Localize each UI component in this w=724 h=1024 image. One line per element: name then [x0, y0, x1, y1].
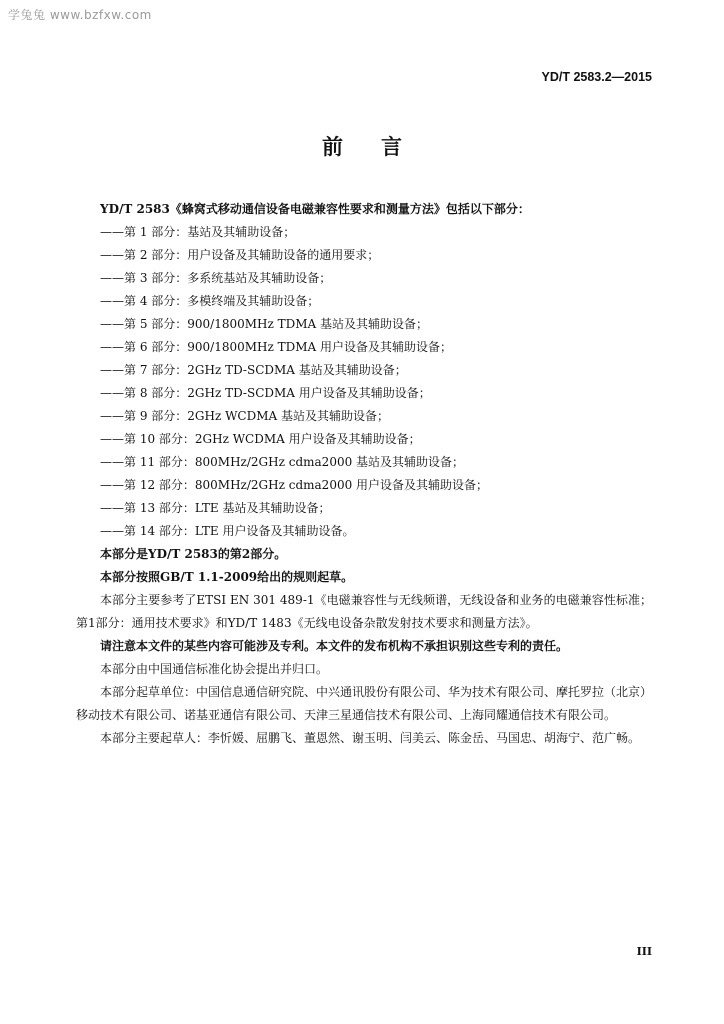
list-item: ——第 7 部分：2GHz TD-SCDMA 基站及其辅助设备； [100, 363, 407, 377]
page-title: 前言 [322, 134, 440, 159]
list-item: ——第 1 部分：基站及其辅助设备； [100, 225, 296, 239]
patent-notice: 请注意本文件的某些内容可能涉及专利。本文件的发布机构不承担识别这些专利的责任。 [100, 639, 569, 653]
list-item: ——第 13 部分：LTE 基站及其辅助设备； [100, 501, 331, 515]
list-item: ——第 6 部分：900/1800MHz TDMA 用户设备及其辅助设备； [100, 340, 453, 354]
proposer-statement: 本部分由中国通信标准化协会提出并归口。 [100, 662, 329, 676]
list-item: ——第 10 部分：2GHz WCDMA 用户设备及其辅助设备； [100, 432, 421, 446]
drafting-rules-statement: 本部分按照GB/T 1.1-2009给出的规则起草。 [100, 570, 354, 584]
foreword-body [76, 198, 652, 750]
page-number: III [636, 945, 652, 958]
part-statement: 本部分是YD/T 2583的第2部分。 [100, 547, 287, 561]
parts-list [76, 221, 652, 543]
list-item: ——第 5 部分：900/1800MHz TDMA 基站及其辅助设备； [100, 317, 429, 331]
intro-paragraph: YD/T 2583《蜂窝式移动通信设备电磁兼容性要求和测量方法》包括以下部分： [100, 202, 530, 216]
list-item: ——第 3 部分：多系统基站及其辅助设备； [100, 271, 332, 285]
references-paragraph: 本部分主要参考了ETSI EN 301 489-1《电磁兼容性与无线频谱，无线设备和业务的电磁兼容性标准；第1部分：通用技术要求》和YD/T 1483《无线电设备杂散发射技术要求和测量方法》。 [76, 593, 652, 630]
list-item: ——第 2 部分：用户设备及其辅助设备的通用要求； [100, 248, 380, 262]
list-item: ——第 9 部分：2GHz WCDMA 基站及其辅助设备； [100, 409, 389, 423]
drafting-units: 本部分起草单位：中国信息通信研究院、中兴通讯股份有限公司、华为技术有限公司、摩托罗拉（北京）移动技术有限公司、诺基亚通信有限公司、天津三星通信技术有限公司、上海同耀通信技术有限公司。 [76, 685, 653, 722]
list-item: ——第 11 部分：800MHz/2GHz cdma2000 基站及其辅助设备； [100, 455, 465, 469]
list-item: ——第 14 部分：LTE 用户设备及其辅助设备。 [100, 524, 355, 538]
list-item: ——第 4 部分：多模终端及其辅助设备； [100, 294, 320, 308]
watermark-text: 学兔兔 www.bzfxw.com [8, 8, 152, 22]
list-item: ——第 12 部分：800MHz/2GHz cdma2000 用户设备及其辅助设备； [100, 478, 489, 492]
standard-number: YD/T 2583.2—2015 [541, 70, 652, 84]
drafters: 本部分主要起草人：李忻媛、屈鹏飞、董恩然、谢玉明、闫美云、陈金岳、马国忠、胡海宁、范广畅。 [100, 731, 641, 745]
list-item: ——第 8 部分：2GHz TD-SCDMA 用户设备及其辅助设备； [100, 386, 431, 400]
